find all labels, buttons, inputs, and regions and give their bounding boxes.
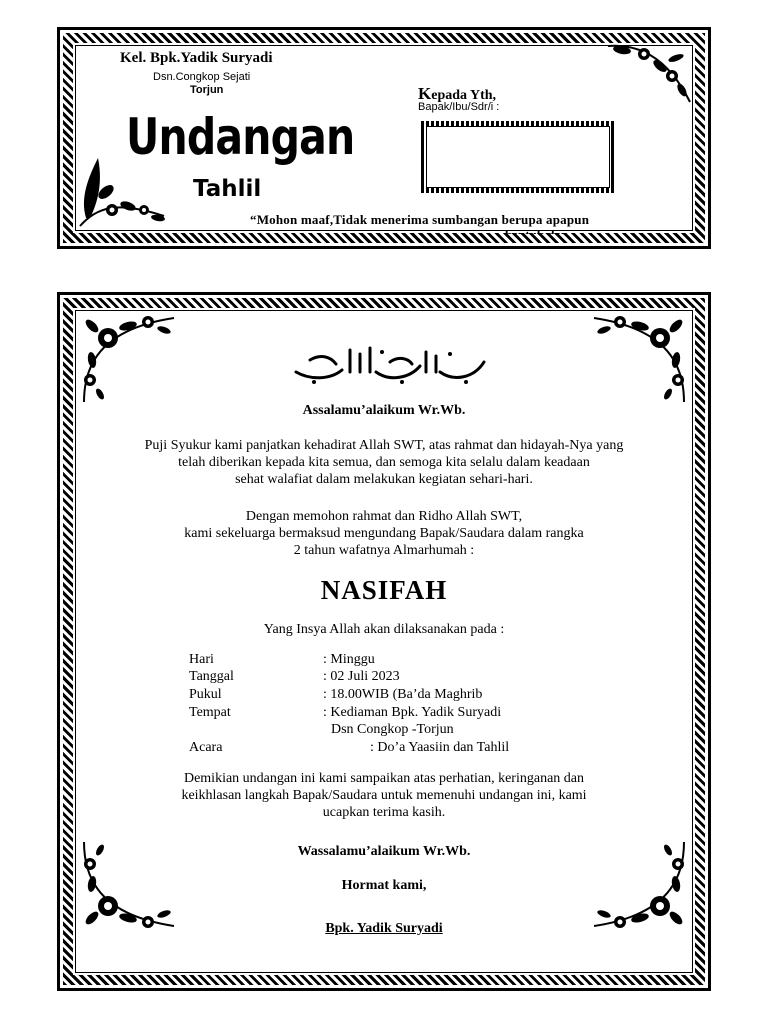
- floral-corner-icon: [78, 308, 178, 408]
- detail-value-time: : 18.00WIB (Ba’da Maghrib: [323, 687, 483, 702]
- detail-label-time: Pukul: [189, 687, 222, 702]
- invitation-line: 2 tahun wafatnya Almarhumah :: [293, 543, 475, 558]
- no-gift-notice: “Mohon maaf,Tidak menerima sumbangan berupa apapun: [250, 212, 590, 227]
- invitation-title: Undangan: [126, 108, 355, 166]
- deceased-name: NASIFAH: [320, 575, 448, 605]
- sender-village: Dsn.Congkop Sejati: [153, 71, 251, 83]
- detail-value-date: : 02 Juli 2023: [323, 669, 400, 684]
- detail-label-date: Tanggal: [189, 669, 234, 684]
- detail-label-event: Acara: [189, 740, 223, 755]
- detail-value-place-line2: Dsn Congkop -Torjun: [331, 722, 454, 737]
- closing-line: keikhlasan langkah Bapak/Saudara untuk memenuhi undangan ini, kami: [181, 788, 587, 803]
- closing-paragraph: [80, 770, 688, 821]
- signature-name: Bpk. Yadik Suryadi: [325, 921, 443, 936]
- recipient-label-rest: epada Yth,: [431, 88, 497, 103]
- invitation-line: Dengan memohon rahmat dan Ridho Allah SWT,: [245, 509, 523, 524]
- invitation-paragraph: [80, 508, 688, 559]
- floral-ornament-icon: [606, 40, 694, 106]
- closing-line: ucapkan terima kasih.: [322, 805, 446, 820]
- detail-value-day: : Minggu: [323, 652, 375, 667]
- opening-paragraph: [80, 437, 688, 488]
- regards: Hormat kami,: [341, 878, 427, 893]
- greeting: Assalamu’alaikum Wr.Wb.: [302, 403, 466, 418]
- details-intro: Yang Insya Allah akan dilaksanakan pada :: [263, 622, 505, 637]
- sender-name: Kel. Bpk.Yadik Suryadi: [120, 50, 273, 66]
- opening-line: telah diberikan kepada kita semua, dan semoga kita selalu dalam keadaan: [178, 455, 590, 470]
- floral-corner-icon: [590, 308, 690, 408]
- opening-line: Puji Syukur kami panjatkan kehadirat Allah SWT, atas rahmat dan hidayah-Nya yang: [144, 438, 624, 453]
- farewell: Wassalamu’alaikum Wr.Wb.: [297, 844, 471, 859]
- detail-value-place: : Kediaman Bpk. Yadik Suryadi: [323, 705, 502, 720]
- invitation-subtitle: Tahlil: [193, 176, 262, 202]
- address-box[interactable]: [421, 121, 615, 193]
- detail-label-place: Tempat: [189, 705, 231, 720]
- floral-ornament-icon: [76, 148, 168, 228]
- opening-line: sehat walafiat dalam melakukan kegiatan sehari-hari.: [235, 472, 533, 487]
- bismillah-calligraphy-icon: [290, 342, 490, 386]
- sender-district: Torjun: [190, 84, 224, 96]
- recipient-label-initial: K: [418, 84, 432, 103]
- recipient-sublabel: Bapak/Ibu/Sdr/i :: [418, 101, 500, 113]
- closing-line: Demikian undangan ini kami sampaikan atas perhatian, keringanan dan: [183, 771, 585, 786]
- detail-value-event: : Do’a Yaasiin dan Tahlil: [370, 740, 510, 755]
- invitation-line: kami sekeluarga bermaksud mengundang Bapak/Saudara dalam rangka: [184, 526, 584, 541]
- detail-label-day: Hari: [189, 652, 214, 667]
